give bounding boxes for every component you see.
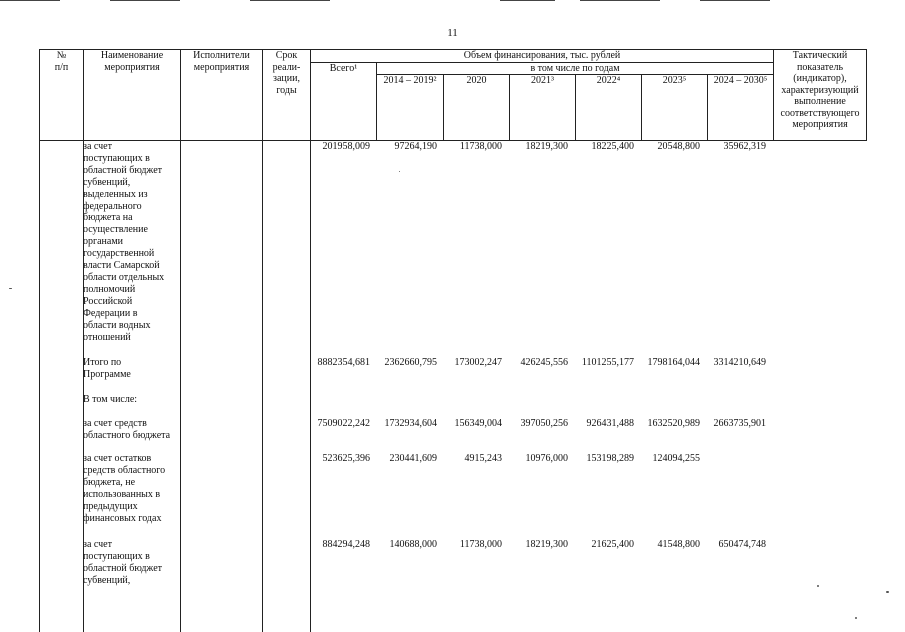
scan-speck (9, 288, 12, 289)
cell-2020: 173002,247 (454, 357, 502, 368)
cell-2022: 153198,289 (586, 453, 634, 464)
row-name: за счет поступающих в областной бюджет субвенций, выделенных из федерального бюджета на осуществление органами государственной власти Самарской области отдельных полномочий Российской Федерации в области водных отношений (83, 141, 165, 343)
cell-2022: 18225,400 (591, 141, 634, 152)
header-name: Наименование мероприятия (84, 50, 181, 141)
cell-2024-2030: 3314210,649 (713, 357, 766, 368)
scan-edge-line (500, 0, 555, 1)
cell-total: 201958,009 (322, 141, 370, 152)
header-year: 2023⁵ (642, 75, 708, 141)
cell-total: 8882354,681 (317, 357, 370, 368)
scan-edge-line (110, 0, 180, 1)
cell-2014-2019: 2362660,795 (384, 357, 437, 368)
cell-2020: 4915,243 (464, 453, 502, 464)
header-year: 2024 – 2030⁵ (708, 75, 774, 141)
cell-2020: 156349,004 (454, 418, 502, 429)
cell-2021: 18219,300 (525, 141, 568, 152)
cell-2023: 124094,255 (652, 453, 700, 464)
header-year: 2022⁴ (576, 75, 642, 141)
header-by-years: в том числе по годам (377, 62, 774, 75)
header-year: 2021³ (510, 75, 576, 141)
cell-total: 523625,396 (322, 453, 370, 464)
row-name: за счет остатков средств областного бюджета, не использованных в предыдущих финансовых годах (83, 453, 166, 524)
cell-2021: 397050,256 (520, 418, 568, 429)
scan-speck (886, 591, 889, 593)
scan-edge-line (250, 0, 330, 1)
row-name: за счет поступающих в областной бюджет субвенций, (83, 539, 163, 586)
funding-table-header (39, 49, 867, 141)
column-rule (262, 139, 263, 632)
cell-2024-2030: 35962,319 (723, 141, 766, 152)
cell-2020: 11738,000 (459, 141, 502, 152)
column-rule (39, 139, 40, 632)
column-rule (180, 139, 181, 632)
cell-2021: 426245,556 (520, 357, 568, 368)
scan-speck (855, 617, 857, 619)
cell-2022: 926431,488 (586, 418, 634, 429)
row-name: за счет средств областного бюджета (83, 418, 171, 441)
cell-2024-2030: 650474,748 (718, 539, 766, 550)
header-total: Всего¹ (311, 62, 377, 141)
header-indicator: Тактический показатель (индикатор), характеризующий выполнение соответствующего мероприятия (774, 50, 867, 141)
row-name: Итого по Программе (83, 357, 131, 380)
cell-2014-2019: 230441,609 (389, 453, 437, 464)
cell-2020: 11738,000 (459, 539, 502, 550)
scan-speck (817, 585, 819, 587)
cell-2024-2030: 2663735,901 (713, 418, 766, 429)
cell-2021: 18219,300 (525, 539, 568, 550)
cell-2022: 1101255,177 (581, 357, 634, 368)
scan-edge-line (580, 0, 660, 1)
cell-2023: 20548,800 (657, 141, 700, 152)
row-name: В том числе: (83, 394, 138, 405)
header-year: 2020 (444, 75, 510, 141)
scan-edge-line (0, 0, 60, 1)
cell-2023: 41548,800 (657, 539, 700, 550)
header-executors: Исполнители мероприятия (181, 50, 263, 141)
page-number: 11 (447, 27, 458, 39)
cell-2014-2019: 1732934,604 (384, 418, 437, 429)
funding-table-body (39, 139, 866, 632)
scan-edge-line (700, 0, 770, 1)
cell-total: 884294,248 (322, 539, 370, 550)
header-term: Срок реали- зации, годы (263, 50, 311, 141)
cell-2023: 1798164,044 (647, 357, 700, 368)
scan-speck (399, 171, 400, 172)
cell-2021: 10976,000 (525, 453, 568, 464)
cell-2014-2019: 97264,190 (394, 141, 437, 152)
header-no: № п/п (40, 50, 84, 141)
cell-2022: 21625,400 (591, 539, 634, 550)
column-rule (310, 139, 311, 632)
cell-2023: 1632520,989 (647, 418, 700, 429)
header-year: 2014 – 2019² (377, 75, 444, 141)
cell-2014-2019: 140688,000 (389, 539, 437, 550)
header-funding: Объем финансирования, тыс. рублей (311, 50, 774, 63)
cell-total: 7509022,242 (317, 418, 370, 429)
